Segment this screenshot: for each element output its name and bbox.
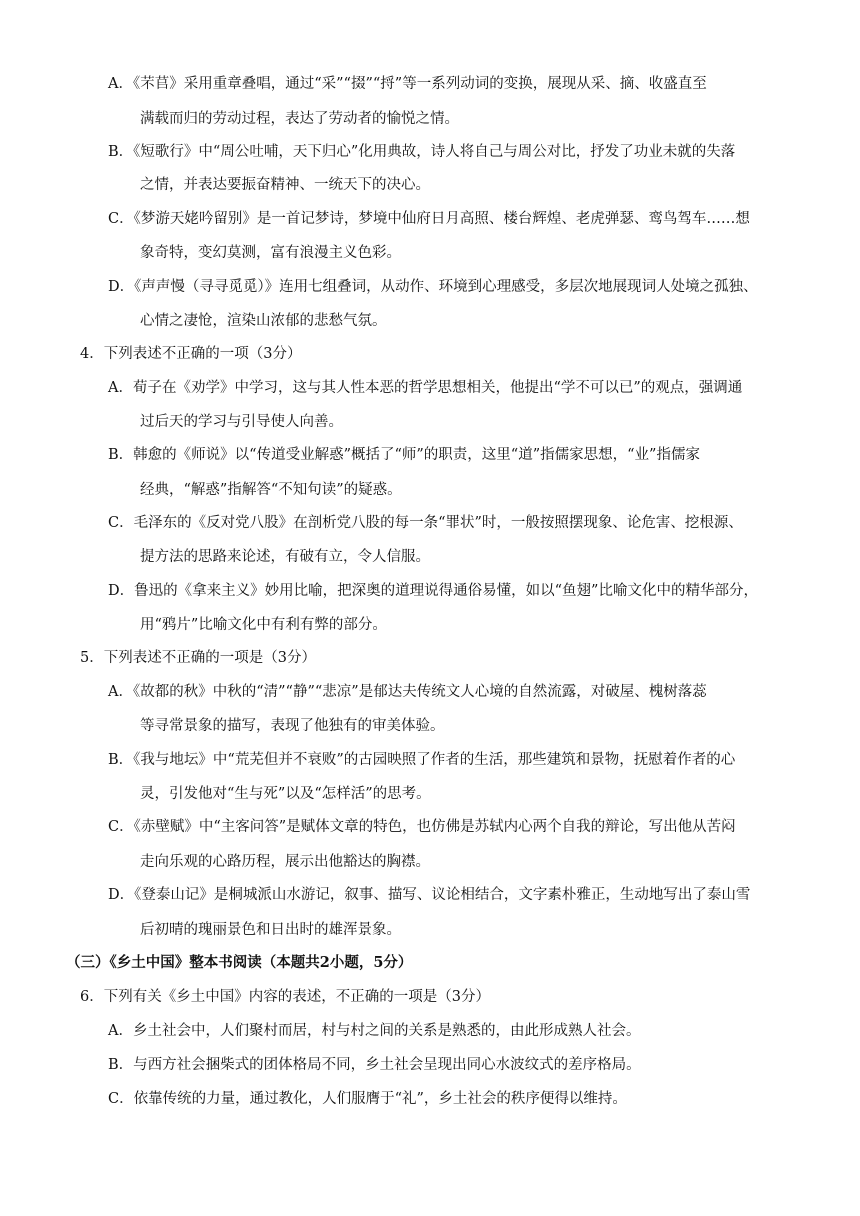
q3-option-c: C．《梦游天姥吟留别》是一首记梦诗，梦境中仙府日月高照、楼台辉煌、老虎弹瑟、鸾鸟驾车……想 [108,211,750,227]
q6-option-b: B．与西方社会捆柴式的团体格局不同，乡土社会呈现出同心水波纹式的差序格局。 [108,1057,641,1073]
q5-option-d-cont: 后初晴的瑰丽景色和日出时的雄浑景象。 [140,922,401,938]
q5-option-c: C．《赤壁赋》中“主客问答”是赋体文章的特色，也仿佛是苏轼内心两个自我的辩论，写出他从苦闷 [108,819,736,835]
q3-option-c-cont: 象奇特，变幻莫测，富有浪漫主义色彩。 [140,245,401,261]
q4-option-c: C．毛泽东的《反对党八股》在剖析党八股的每一条“罪状”时，一般按照摆现象、论危害、挖根源、 [108,515,743,531]
q4-option-b-cont: 经典，“解惑”指解答“不知句读”的疑惑。 [140,482,402,498]
q3-option-d: D．《声声慢（寻寻觅觅）》连用七组叠词，从动作、环境到心理感受，多层次地展现词人处境之孤独、 [108,279,758,295]
q5-option-a: A．《故都的秋》中秋的“清”“静”“悲凉”是郁达夫传统文人心境的自然流露，对破屋、槐树落蕊 [108,684,707,700]
q4-option-d: D．鲁迅的《拿来主义》妙用比喻，把深奥的道理说得通俗易懂，如以“鱼翅”比喻文化中的精华部分， [108,583,758,599]
q5-option-c-cont: 走向乐观的心路历程，展示出他豁达的胸襟。 [140,854,430,870]
q6-option-a: A．乡土社会中，人们聚村而居，村与村之间的关系是熟悉的，由此形成熟人社会。 [108,1023,641,1039]
q5-option-b-cont: 灵，引发他对“生与死”以及“怎样活”的思考。 [140,786,431,802]
q4-option-b: B．韩愈的《师说》以“传道受业解惑”概括了“师”的职责，这里“道”指儒家思想，“业”指儒家 [108,447,700,463]
question-5-stem: 5．下列表述不正确的一项是（3分） [80,650,316,666]
q4-option-a-cont: 过后天的学习与引导使人向善。 [140,414,343,430]
q5-option-d: D．《登泰山记》是桐城派山水游记，叙事、描写、议论相结合，文字素朴雅正，生动地写出了泰山雪 [108,887,751,903]
q4-option-d-cont: 用“鸦片”比喻文化中有利有弊的部分。 [140,617,387,633]
q3-option-a: A．《芣苢》采用重章叠唱，通过“采”“掇”“捋”等一系列动词的变换，展现从采、摘、收盛直至 [108,76,707,92]
section-heading: （三）《乡土中国》整本书阅读（本题共2小题，5分） [66,954,413,971]
q3-option-b-cont: 之情，并表达要振奋精神、一统天下的决心。 [140,177,430,193]
q3-option-a-cont: 满载而归的劳动过程，表达了劳动者的愉悦之情。 [140,111,459,127]
q4-option-c-cont: 提方法的思路来论述，有破有立，令人信服。 [140,549,430,565]
question-6-stem: 6．下列有关《乡土中国》内容的表述，不正确的一项是（3分） [80,989,490,1005]
question-4-stem: 4．下列表述不正确的一项（3分） [80,346,302,362]
q3-option-b: B．《短歌行》中“周公吐哺，天下归心”化用典故，诗人将自己与周公对比，抒发了功业未就的失落 [108,144,736,160]
q3-option-d-cont: 心情之凄怆，渲染山浓郁的悲愁气氛。 [140,313,387,329]
q4-option-a: A．荀子在《劝学》中学习，这与其人性本恶的哲学思想相关，他提出“学不可以已”的观点，强调通 [108,380,743,396]
q5-option-a-cont: 等寻常景象的描写，表现了他独有的审美体验。 [140,718,445,734]
q5-option-b: B．《我与地坛》中“荒芜但并不衰败”的古园映照了作者的生活，那些建筑和景物，抚慰着作者的心 [108,752,736,768]
q6-option-c: C．依靠传统的力量，通过教化，人们服膺于“礼”，乡土社会的秩序便得以维持。 [108,1091,627,1107]
